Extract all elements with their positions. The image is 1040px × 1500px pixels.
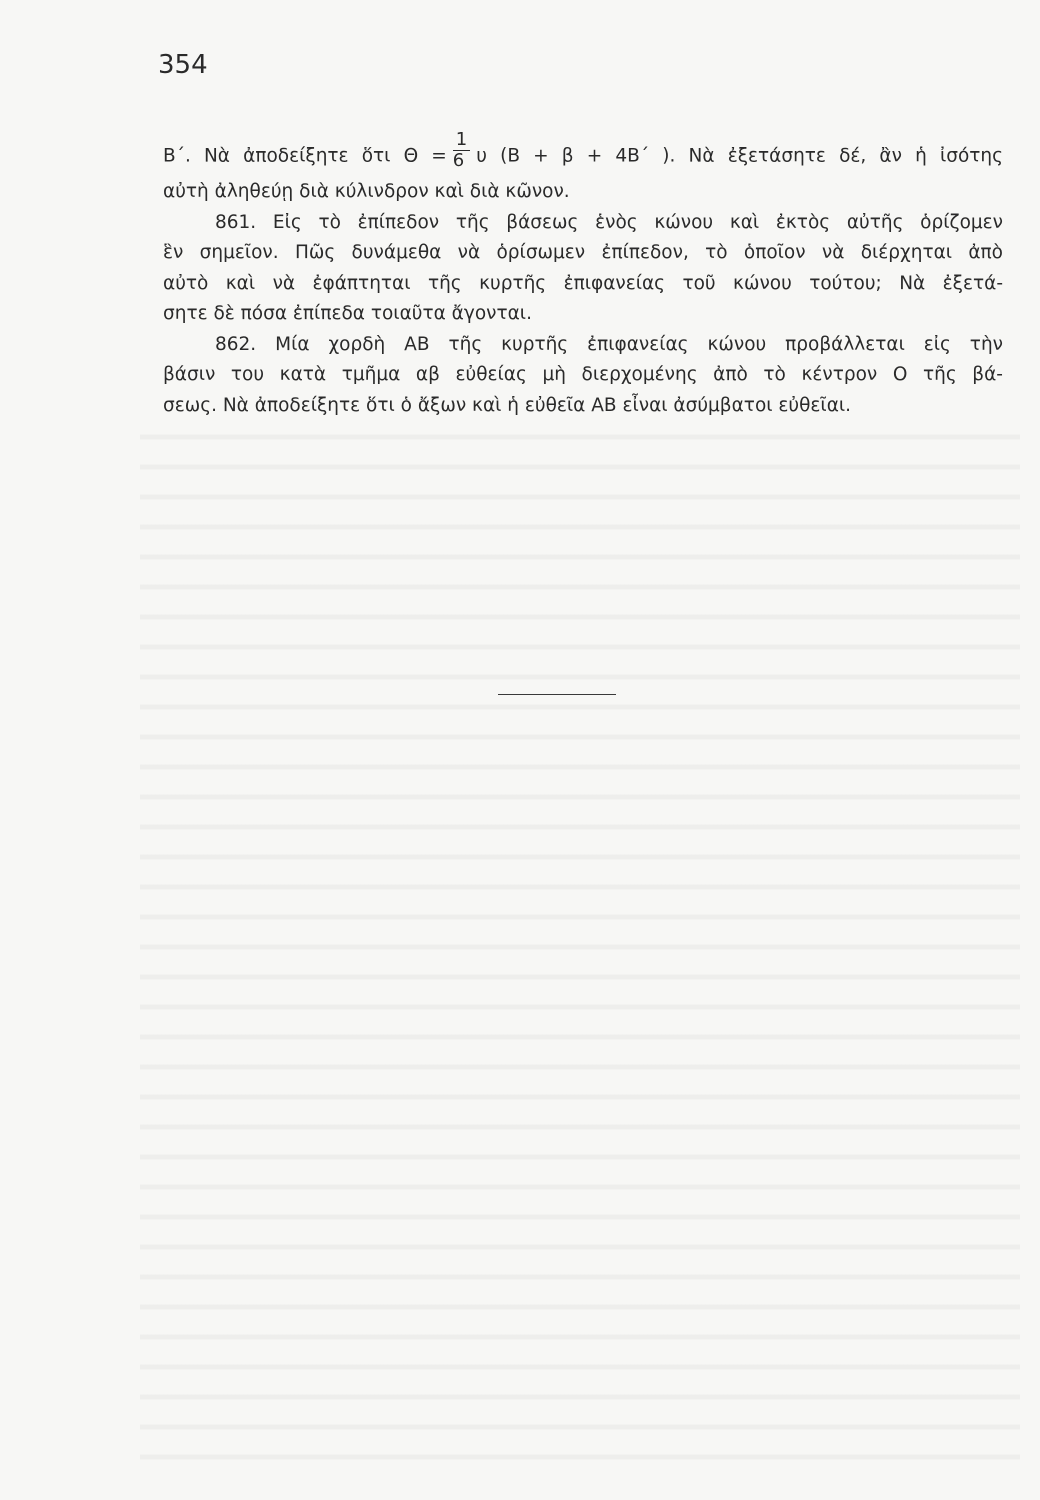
- problem-861-line-4: σητε δὲ πόσα ἐπίπεδα τοιαῦτα ἄγονται.: [163, 303, 532, 324]
- fraction-denominator: 6: [452, 150, 465, 171]
- line-1-end: υ (Β + β + 4Β΄ ). Νὰ ἐξετάσητε δέ, ἂν ἡ ἰσότης: [476, 145, 1004, 167]
- problem-862-line-2: βάσιν του κατὰ τμῆμα αβ εὐθείας μὴ διερχομένης ἀπὸ τὸ κέντρον Ο τῆς βά-: [163, 364, 1003, 385]
- fraction-one-sixth: [453, 130, 470, 171]
- text-line-2: αὐτὴ ἀληθεύῃ διὰ κύλινδρον καὶ διὰ κῶνον.: [163, 181, 570, 202]
- text-line-1: [163, 129, 1004, 177]
- problem-861-line-1: 861. Εἰς τὸ ἐπίπεδον τῆς βάσεως ἑνὸς κώνου καὶ ἐκτὸς αὐτῆς ὁρίζομεν: [215, 211, 1003, 233]
- section-divider: [498, 694, 616, 695]
- problem-862-line-3: σεως. Νὰ ἀποδείξητε ὅτι ὁ ἄξων καὶ ἡ εὐθεῖα ΑΒ εἶναι ἀσύμβατοι εὐθεῖαι.: [163, 394, 852, 416]
- page-number: 354: [158, 50, 208, 80]
- problem-861-line-3: αὐτὸ καὶ νὰ ἐφάπτηται τῆς κυρτῆς ἐπιφανείας τοῦ κώνου τούτου; Νὰ ἐξετά-: [163, 272, 1003, 294]
- problem-861-line-2: ἓν σημεῖον. Πῶς δυνάμεθα νὰ ὁρίσωμεν ἐπίπεδον, τὸ ὁποῖον νὰ διέρχηται ἀπὸ: [163, 242, 1003, 263]
- show-through-texture: [140, 420, 1020, 1460]
- body-text: [163, 118, 1003, 421]
- problem-862-line-1: 862. Μία χορδὴ ΑΒ τῆς κυρτῆς ἐπιφανείας κώνου προβάλλεται εἰς τὴν: [215, 333, 1003, 355]
- line-1-start: Β΄. Νὰ ἀποδείξητε ὅτι Θ =: [163, 145, 447, 167]
- fraction-numerator: 1: [453, 130, 470, 151]
